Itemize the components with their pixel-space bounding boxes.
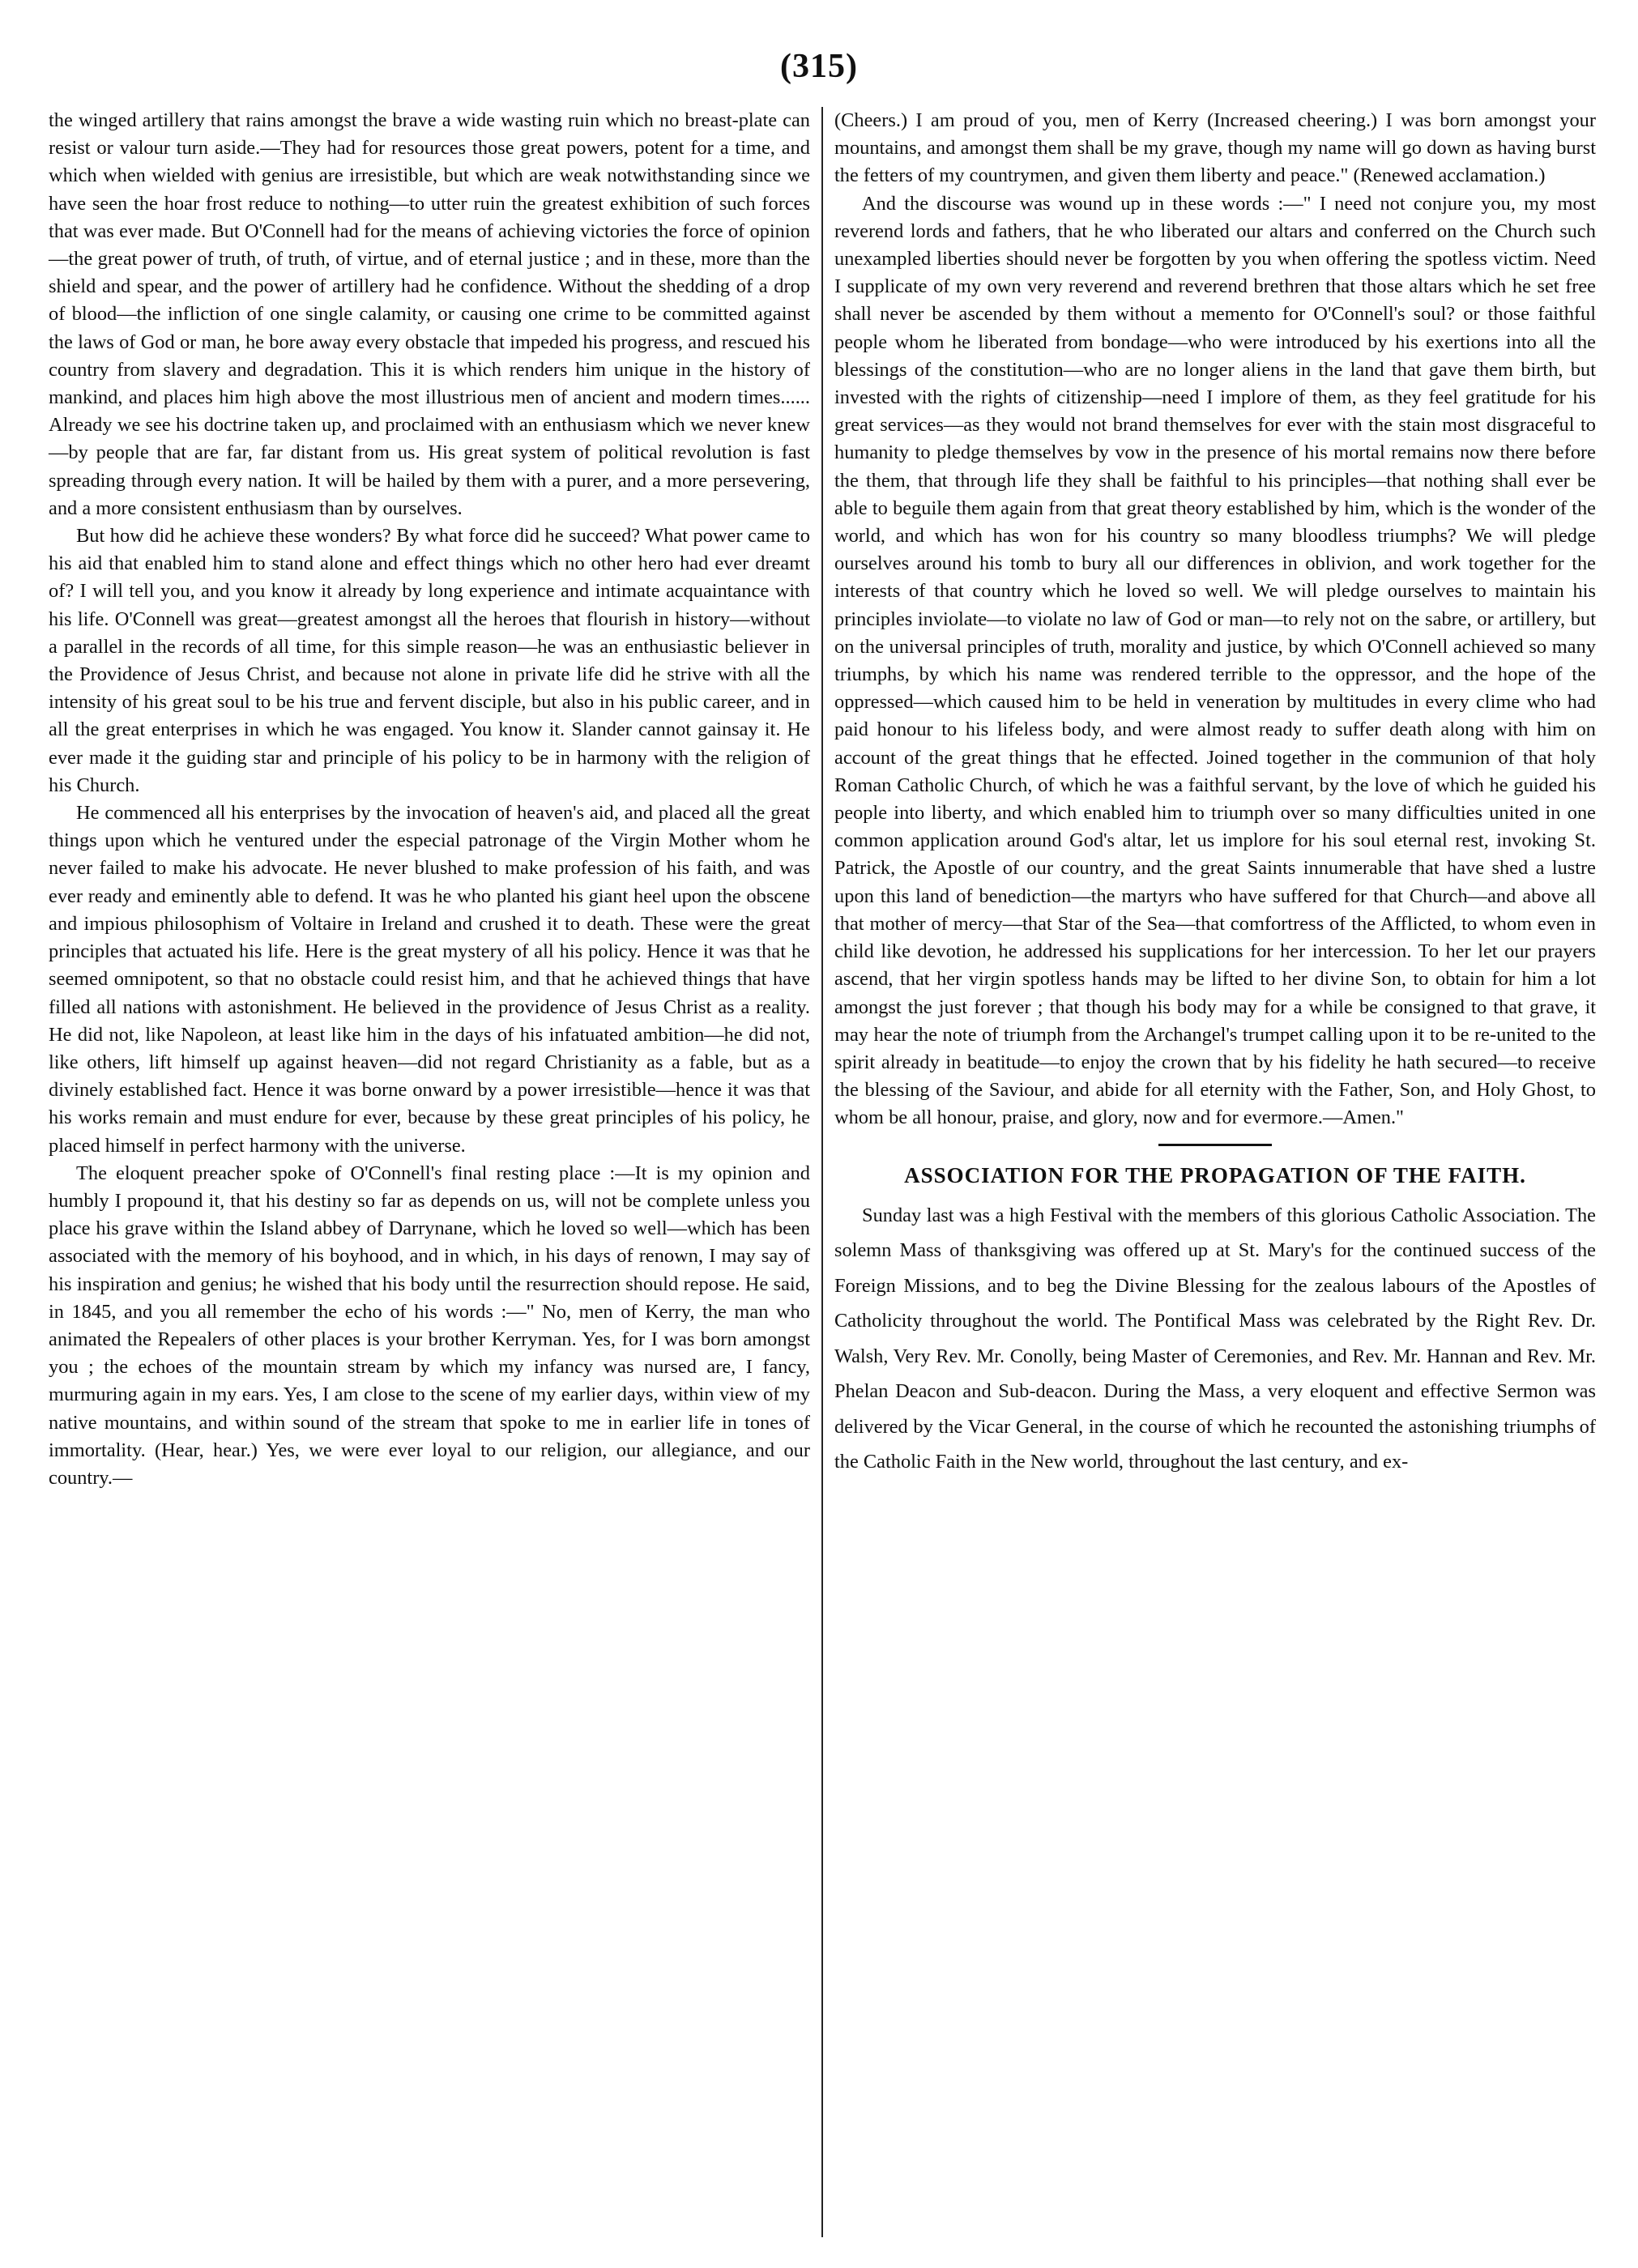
section-rule [1158, 1144, 1272, 1146]
section-heading: ASSOCIATION FOR THE PROPAGATION OF THE FAITH. [904, 1162, 1526, 1187]
section-paragraph: Sunday last was a high Festival with the members of this glorious Catholic Association. The solemn Mass of thanksgiving was offered up at St. Mary's for the continued success of the Foreign Missions, and to beg the Divine Blessing for the zealous labours of the Apostles of Catholicity throughout the world. The Pontifical Mass was celebrated by the Right Rev. Dr. Walsh, Very Rev. Mr. Conolly, being Master of Ceremonies, and Rev. Mr. Hannan and Rev. Mr. Phelan Deacon and Sub-deacon. During the Mass, a very eloquent and effective Sermon was delivered by the Vicar General, in the course of which he recounted the astonishing triumphs of the Catholic Faith in the New world, throughout the last century, and ex- [834, 1204, 1596, 1473]
left-paragraph-2: But how did he achieve these wonders? By what force did he succeed? What power came to his aid that enabled him to stand alone and effect things which no other hero had ever dreamt of? I will tell you, and you know it already by long experience and intimate acquaintance with his life. O'Connell was great—greatest amongst all the heroes that flourish in history—without a parallel in the records of all time, for this simple reason—he was an enthusiastic believer in the Providence of Jesus Christ, and because not alone in private life did he strive with all the intensity of his great soul to be his true and fervent disciple, but also in his public career, and in all the great enterprises in which he was engaged. You know it. Slander cannot gainsay it. He ever made it the guiding star and principle of his policy to be in harmony with the religion of his Church. [49, 525, 810, 796]
right-paragraph-2: And the discourse was wound up in these words :—" I need not conjure you, my most reverend lords and fathers, that he who liberated our altars and conferred on the Church such unexampled liberties should never be forgotten by you when offering the spotless victim. Need I supplicate of my own very reverend and reverend brethren that those altars which he set free shall never be ascended by them without a memento for O'Connell's soul? or those faithful people whom he liberated from bondage—who were introduced by his exertions into all the blessings of the constitution—who are no longer aliens in the land that gave them birth, but invested with the rights of citizenship—need I implore of them, as they feel gratitude for his great services—as they would not brand themselves for ever with the stain most disgraceful to humanity to pledge themselves by vow in the presence of his mortal remains now there before the them, that through life they shall be faithful to his principles—that nothing shall ever be able to beguile them again from that great theory established by him, which is the wonder of the world, and which has won for his country so many bloodless triumphs? We will pledge ourselves around his tomb to bury all our differences in oblivion, and work together for the interests of that country which he loved so well. We will pledge ourselves to maintain his principles inviolate—to violate no law of God or man—to rely not on the sabre, or artillery, but on the universal principles of truth, morality and justice, by which O'Connell achieved so many triumphs, by which his name was rendered terrible to the oppressor, and the hope of the oppressed—which caused him to be held in veneration by multitudes in every clime who had paid honour to his lifeless body, and were almost ready to suffer death along with him on account of the great things that he effected. Joined together in the communion of that holy Roman Catholic Church, of which he was a faithful servant, by the love of which he guided his people into liberty, and which enabled him to triumph over so many difficulties united in one common application around God's altar, let us implore for his soul eternal rest, invoking St. Patrick, the Apostle of our country, and the great Saints innumerable that have shed a lustre upon this land of benediction—the martyrs who have suffered for that Church—and above all that mother of mercy—that Star of the Sea—that comfortress of the Afflicted, to whom even in child like devotion, he addressed his supplications for her intercession. To her let our prayers ascend, that her virgin spotless hands may be lifted to her divine Son, to obtain for him a lot amongst the just forever ; that though his body may for a while be consigned to that grave, it may hear the note of triumph from the Archangel's trumpet calling upon it to be re-united to the spirit already in beatitude—to enjoy the crown that by his fidelity he hath secured—to receive the blessing of the Saviour, and abide for all eternity with the Father, Son, and Holy Ghost, to whom be all honour, praise, and glory, now and for evermore.—Amen." [834, 192, 1596, 1129]
left-column [49, 107, 810, 1492]
right-column [834, 107, 1596, 1480]
section-body [834, 1198, 1596, 1480]
left-paragraph-1: the winged artillery that rains amongst the brave a wide wasting ruin which no breast-plate can resist or valour turn aside.—They had for resources those great powers, potent for a time, and which when wielded with genius are irresistible, but which are weak notwithstanding since we have seen the hoar frost reduce to nothing—to utter ruin the greatest exhibition of such forces that was ever made. But O'Connell had for the means of achieving victories the force of opinion—the great power of truth, of truth, of virtue, and of eternal justice ; and in these, more than the shield and spear, and the power of artillery had he confidence. Without the shedding of a drop of blood—the infliction of one single calamity, or causing one crime to be committed against the laws of God or man, he bore away every obstacle that impeded his progress, and rescued his country from slavery and degradation. This it is which renders him unique in the history of mankind, and places him high above the most illustrious men of ancient and modern times...... Already we see his doctrine taken up, and proclaimed with an enthusiasm which we never knew—by people that are far, far distant from us. His great system of political revolution is fast spreading through every nation. It will be hailed by them with a purer, and a more persevering, and a more consistent enthusiasm than by ourselves. [49, 109, 810, 519]
right-paragraph-1: (Cheers.) I am proud of you, men of Kerry (Increased cheering.) I was born amongst your mountains, and amongst them shall be my grave, though my name will go down as having burst the fetters of my countrymen, and given them liberty and peace." (Renewed acclamation.) [834, 109, 1596, 187]
column-divider [821, 107, 823, 2237]
page-number: (315) [780, 48, 858, 85]
left-paragraph-4: The eloquent preacher spoke of O'Connell's final resting place :—It is my opinion and humbly I propound it, that his destiny so far as depends on us, will not be complete unless you place his grave within the Island abbey of Darrynane, which he loved so well—which has been associated with the memory of his boyhood, and in which, in his days of renown, I may say of his inspiration and genius; he wished that his body until the resurrection should repose. He said, in 1845, and you all remember the echo of his words :—" No, men of Kerry, the man who animated the Repealers of other places is your brother Kerryman. Yes, for I was born amongst you ; the echoes of the mountain stream by which my infancy was nursed are, I fancy, murmuring again in my ears. Yes, I am close to the scene of my earlier days, within view of my native mountains, and within sound of the stream that spoke to me in earlier life in tones of immortality. (Hear, hear.) Yes, we were ever loyal to our religion, our allegiance, and our country.— [49, 1162, 810, 1489]
left-paragraph-3: He commenced all his enterprises by the invocation of heaven's aid, and placed all the great things upon which he ventured under the especial patronage of the Virgin Mother whom he never failed to make his advocate. He never blushed to make profession of his faith, and was ever ready and eminently able to defend. It was he who planted his giant heel upon the obscene and impious philosophism of Voltaire in Ireland and crushed it to death. These were the great principles that actuated his life. Here is the great mystery of all his policy. Hence it was that he seemed omnipotent, so that no obstacle could resist him, and that he achieved things that have filled all nations with astonishment. He believed in the providence of Jesus Christ as a reality. He did not, like Napoleon, at least like him in the days of his infatuated ambition—he did not, like others, lift himself up against heaven—did not regard Christianity as a fable, but as a divinely established fact. Hence it was borne onward by a power irresistible—hence it was that his works remain and must endure for ever, because by these great principles of his policy, he placed himself in perfect harmony with the universe. [49, 802, 810, 1157]
